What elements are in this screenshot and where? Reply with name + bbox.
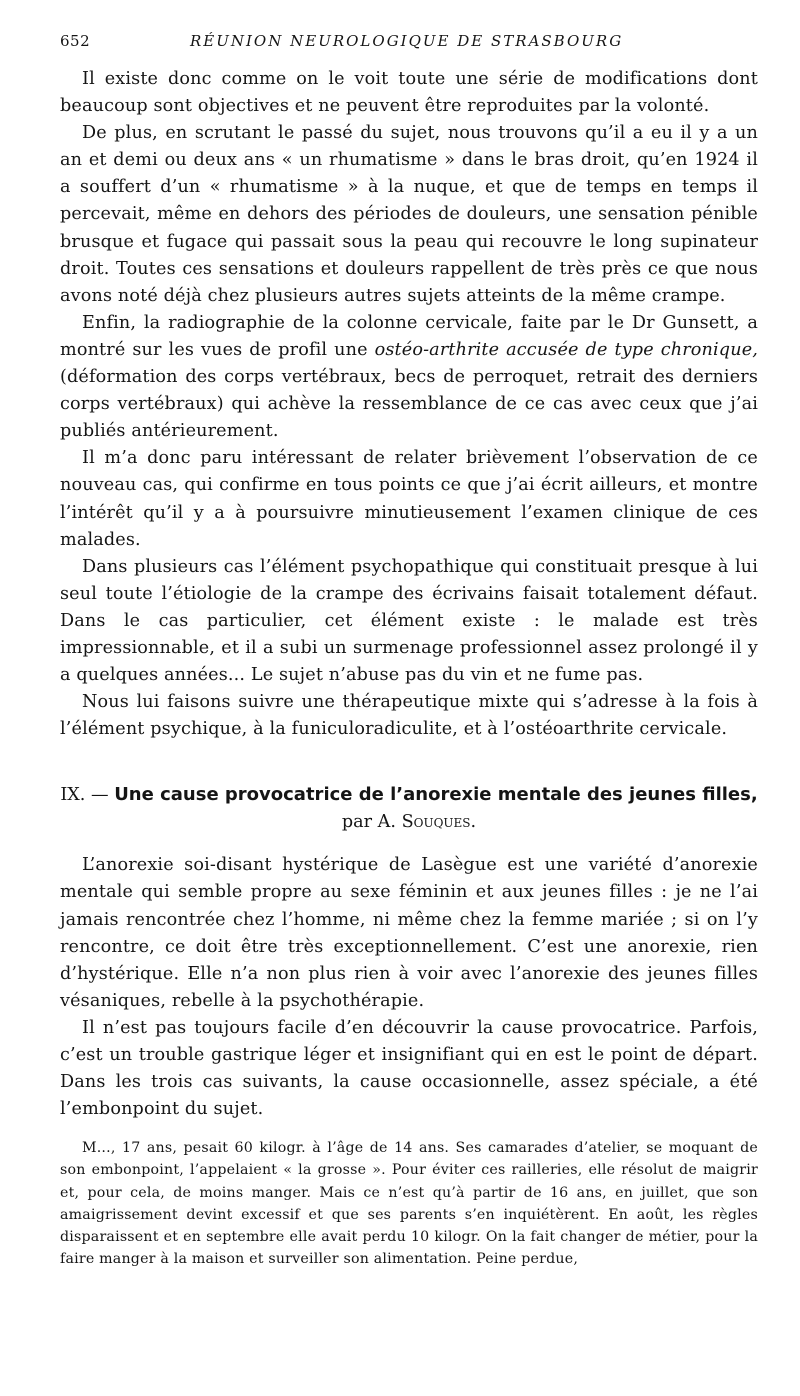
paragraph: Il m’a donc paru intéressant de relater brièvement l’observation de ce nouveau cas, qui confirme en tous points ce que j’ai écrit ailleurs, et montre l’intérêt qu’il y a à poursuivre minutieusement l’examen clinique de ces malades. xyxy=(60,448,758,550)
text-run: (déformation des corps vertébraux, becs de perroquet, retrait des derniers corps vertébraux) qui achève la ressemblance de ce cas avec ceux que j’ai publiés antérieurement. xyxy=(60,367,758,442)
section-author: Souques. xyxy=(401,812,477,833)
section-title: Une cause provocatrice de l’anorexie mentale des jeunes filles, xyxy=(114,784,758,806)
paragraph: Il existe donc comme on le voit toute une série de modifications dont beaucoup sont objectives et ne peuvent être reproduites par la volonté. xyxy=(60,69,758,117)
page xyxy=(60,32,758,1271)
section-heading xyxy=(60,781,758,836)
case-report xyxy=(60,1137,758,1270)
paragraph: De plus, en scrutant le passé du sujet, nous trouvons qu’il a eu il y a un an et demi ou deux ans « un rhumatisme » dans le bras droit, qu’en 1924 il a souffert d’un « rhumatisme » à la nuque, et que de temps en temps il percevait, même en dehors des périodes de douleurs, une sensation pénible brusque et fugace qui passait sous la peau qui recouvre le long supinateur droit. Toutes ces sensations et douleurs rappellent de très près ce que nous avons noté déjà chez plusieurs autres sujets atteints de la même crampe. xyxy=(60,123,758,306)
paragraph: Il n’est pas toujours facile d’en découvrir la cause provocatrice. Parfois, c’est un trouble gastrique léger et insignifiant qui en est le point de départ. Dans les trois cas suivants, la cause occasionnelle, assez spéciale, a été l’embonpoint du sujet. xyxy=(60,1017,758,1120)
text-run: Enfin, la radiographie de la colonne cervicale, faite par le Dr Gunsett, a montré sur les vues de profil une xyxy=(60,312,758,360)
running-title: RÉUNION NEUROLOGIQUE DE STRASBOURG xyxy=(190,32,624,50)
section-by: par A. xyxy=(341,812,396,833)
case-report-text: M..., 17 ans, pesait 60 kilogr. à l’âge de 14 ans. Ses camarades d’atelier, se moquant de son embonpoint, l’appelaient « la grosse ». Pour éviter ces railleries, elle résolut de maigrir et, pour cela, de moins manger. Mais ce n’est qu’à partir de 16 ans, en juillet, que son amaigrissement devint excessif et que ses parents s’en inquiétèrent. En août, les règles disparaissent et en septembre elle avait perdu 10 kilogr. On la fait changer de métier, pour la faire manger à la maison et surveiller son alimentation. Peine perdue, xyxy=(60,1140,758,1268)
body-text xyxy=(60,66,758,743)
section-body xyxy=(60,852,758,1123)
paragraph-radiography xyxy=(60,310,758,445)
paragraph: Nous lui faisons suivre une thérapeutique mixte qui s’adresse à la fois à l’élément psychique, à la funiculoradiculite, et à l’ostéoarthrite cervicale. xyxy=(60,692,758,740)
section-number: IX. — xyxy=(60,785,109,806)
page-number: 652 xyxy=(60,32,91,50)
running-head xyxy=(60,32,758,66)
italic-diagnosis: ostéo-arthrite accusée de type chronique, xyxy=(374,339,758,360)
paragraph: Dans plusieurs cas l’élément psychopathique qui constituait presque à lui seul toute l’étiologie de la crampe des écrivains faisait totalement défaut. Dans le cas particulier, cet élément existe : le malade est très impressionnable, et il a subi un surmenage professionnel assez prolongé il y a quelques années... Le sujet n’abuse pas du vin et ne fume pas. xyxy=(60,556,758,686)
paragraph: L’anorexie soi-disant hystérique de Lasègue est une variété d’anorexie mentale qui semble propre au sexe féminin et aux jeunes filles : je ne l’ai jamais rencontrée chez l’homme, ni même chez la femme mariée ; si on l’y rencontre, ce doit être très exceptionnellement. C’est une anorexie, rien d’hystérique. Elle n’a non plus rien à voir avec l’anorexie des jeunes filles vésaniques, rebelle à la psychothérapie. xyxy=(60,855,758,1011)
